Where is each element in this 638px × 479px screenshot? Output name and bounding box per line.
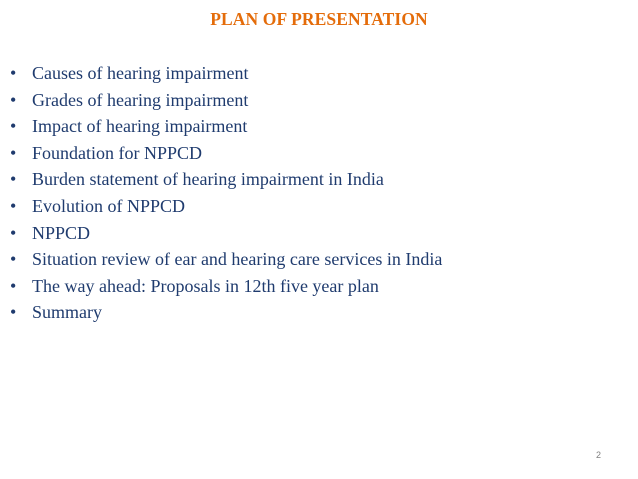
bullet-text: Evolution of NPPCD <box>32 195 186 216</box>
bullet-marker: • <box>10 302 17 323</box>
bullet-marker: • <box>10 116 17 137</box>
bullet-marker: • <box>10 169 17 190</box>
bullet-item <box>10 63 442 90</box>
bullet-item <box>10 249 442 276</box>
bullet-text: NPPCD <box>32 222 91 243</box>
bullet-item <box>10 196 442 223</box>
bullet-text: Situation review of ear and hearing care services in India <box>32 249 443 270</box>
bullet-marker: • <box>10 275 17 296</box>
bullet-list <box>10 63 442 329</box>
bullet-marker: • <box>10 222 17 243</box>
bullet-marker: • <box>10 195 17 216</box>
bullet-text: Grades of hearing impairment <box>32 89 249 110</box>
bullet-marker: • <box>10 249 17 270</box>
bullet-item <box>10 90 442 117</box>
bullet-text: Summary <box>32 302 102 323</box>
bullet-text: Impact of hearing impairment <box>32 116 248 137</box>
bullet-text: Foundation for NPPCD <box>32 142 203 163</box>
bullet-marker: • <box>10 63 17 83</box>
bullet-item <box>10 276 442 303</box>
bullet-item <box>10 302 442 329</box>
bullet-item <box>10 169 442 196</box>
bullet-text: Burden statement of hearing impairment in India <box>32 169 384 190</box>
page-number: 2 <box>595 450 601 460</box>
bullet-item <box>10 223 442 250</box>
slide-title: PLAN OF PRESENTATION <box>210 9 428 29</box>
bullet-item <box>10 116 442 143</box>
bullet-marker: • <box>10 89 17 110</box>
bullet-marker: • <box>10 142 17 163</box>
bullet-item <box>10 143 442 170</box>
bullet-text: The way ahead: Proposals in 12th five year plan <box>32 275 379 296</box>
bullet-text: Causes of hearing impairment <box>32 63 249 83</box>
